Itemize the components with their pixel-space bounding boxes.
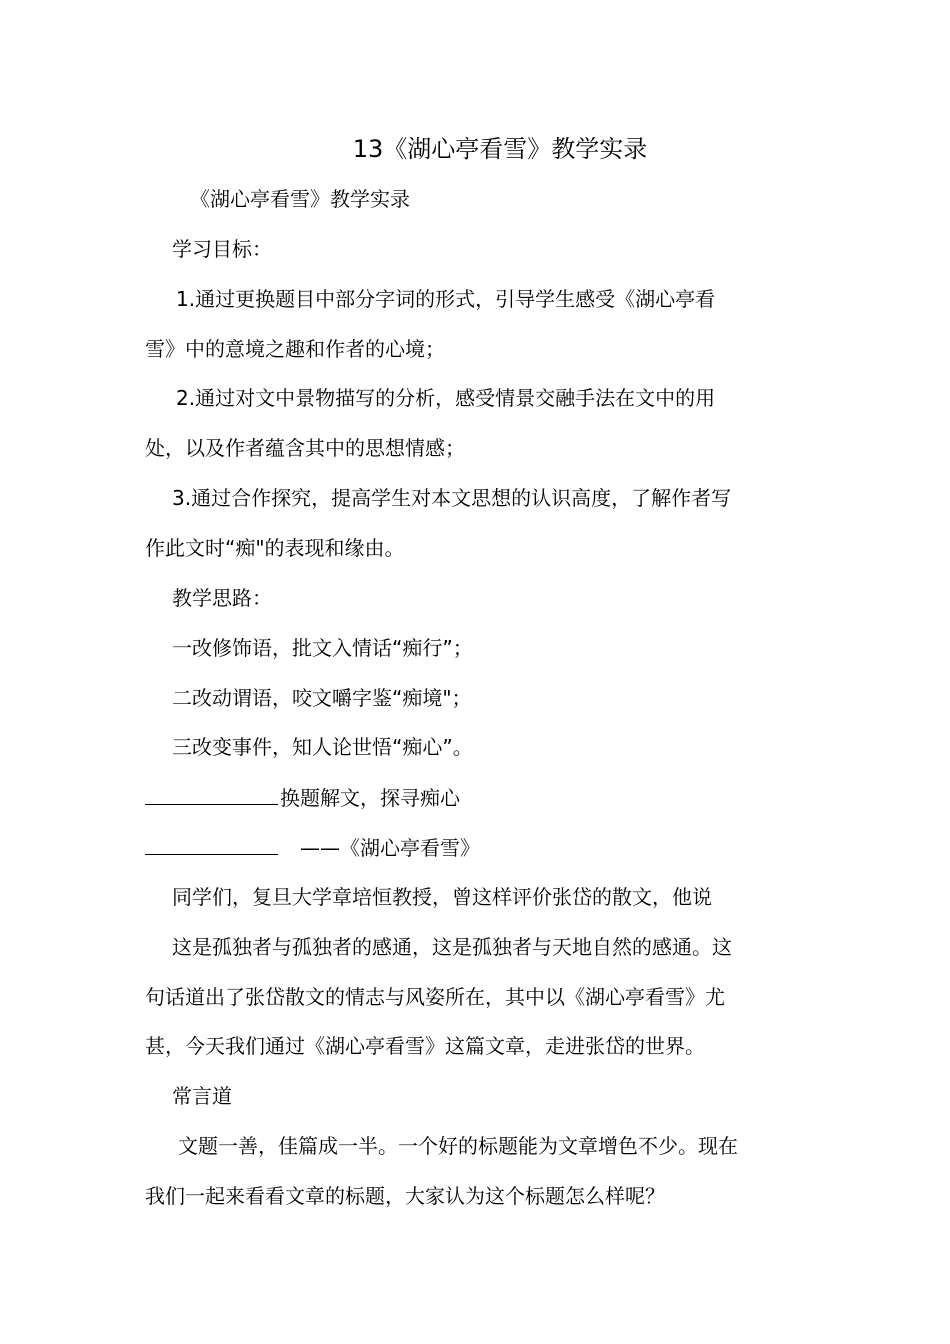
objective-3-line-1: 3.通过合作探究，提高学生对本文思想的认识高度，了解作者写 xyxy=(172,486,732,510)
blank-underline xyxy=(145,832,278,855)
objectives-heading: 学习目标： xyxy=(172,237,272,261)
paragraph-2-line-1: 常言道 xyxy=(172,1084,232,1108)
section-subheading-text: ——《湖心亭看雪》 xyxy=(300,836,480,860)
paragraph-1-line-2: 这是孤独者与孤独者的感通，这是孤独者与天地自然的感通。这 xyxy=(172,935,732,959)
subtitle-line: 《湖心亭看雪》教学实录 xyxy=(190,187,410,211)
approach-heading: 教学思路： xyxy=(172,586,272,610)
objective-2-line-1: 2.通过对文中景物描写的分析，感受情景交融手法在文中的用 xyxy=(176,386,716,410)
paragraph-3-line-1: 文题一善，佳篇成一半。一个好的标题能为文章增色不少。现在 xyxy=(178,1134,738,1158)
document-title: 13《湖心亭看雪》教学实录 xyxy=(352,135,648,163)
approach-item-1: 一改修饰语，批文入情话“痴行”； xyxy=(172,636,473,660)
objective-2-line-2: 处，以及作者蕴含其中的思想情感； xyxy=(145,436,465,460)
paragraph-1-line-1: 同学们，复旦大学章培恒教授，曾这样评价张岱的散文，他说 xyxy=(172,885,712,909)
approach-item-2: 二改动谓语，咬文嚼字鉴“痴境"； xyxy=(172,686,472,710)
approach-item-3: 三改变事件，知人论世悟“痴心”。 xyxy=(172,735,473,759)
paragraph-3-line-2: 我们一起来看看文章的标题，大家认为这个标题怎么样呢？ xyxy=(145,1184,665,1208)
paragraph-1-line-3: 句话道出了张岱散文的情志与风姿所在，其中以《湖心亭看雪》尤 xyxy=(145,985,725,1009)
objective-3-line-2: 作此文时“痴"的表现和缘由。 xyxy=(145,536,405,560)
section-subheading xyxy=(145,832,810,863)
objective-1-line-1: 1.通过更换题目中部分字词的形式，引导学生感受《湖心亭看 xyxy=(176,287,716,311)
section-heading-text: 换题解文，探寻痴心 xyxy=(280,786,460,810)
section-heading xyxy=(145,782,810,813)
paragraph-1-line-4: 甚，今天我们通过《湖心亭看雪》这篇文章，走进张岱的世界。 xyxy=(145,1034,705,1058)
blank-underline xyxy=(145,782,278,805)
objective-1-line-2: 雪》中的意境之趣和作者的心境； xyxy=(145,337,445,361)
